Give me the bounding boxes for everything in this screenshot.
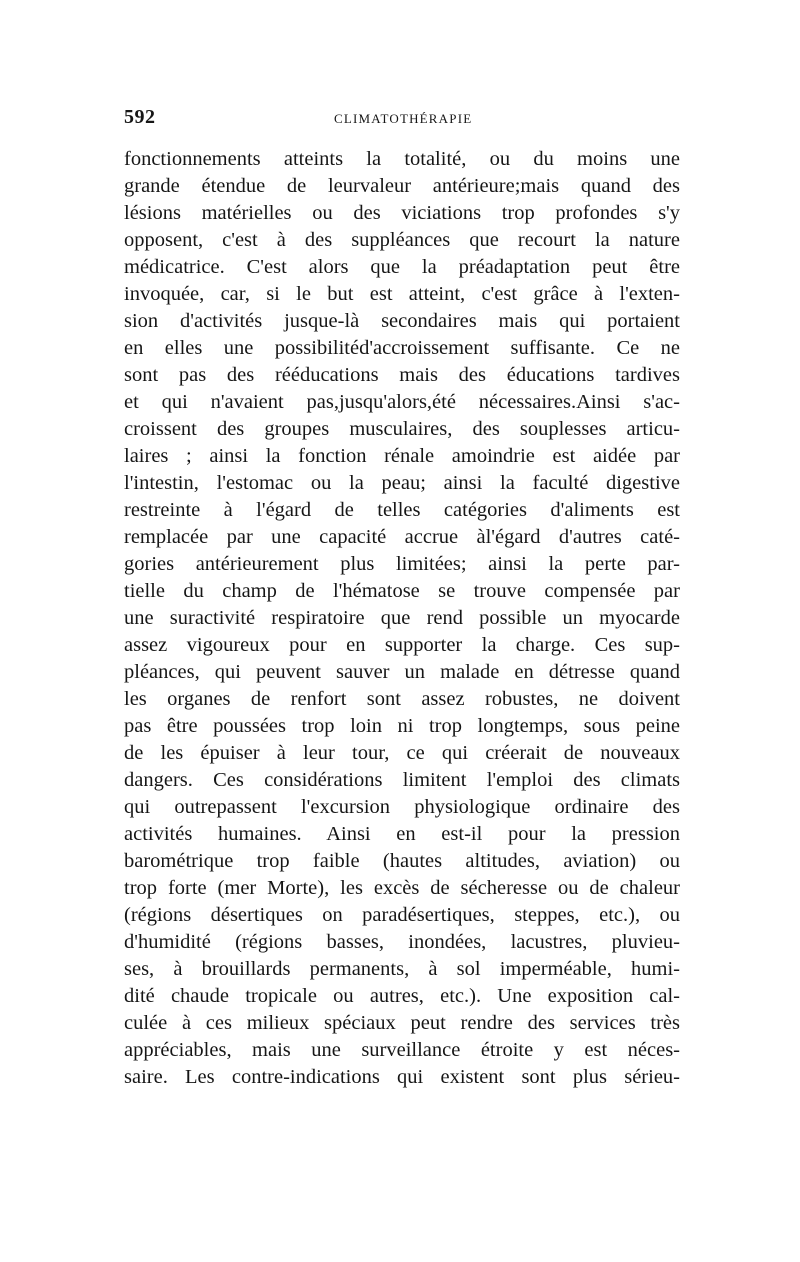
text-line: opposent, c'est à des suppléances que recourt la nature	[124, 229, 680, 251]
text-line: assez vigoureux pour en supporter la charge. Ces sup-	[124, 634, 680, 656]
text-line: l'intestin, l'estomac ou la peau; ainsi la faculté digestive	[124, 472, 680, 494]
text-line: de les épuiser à leur tour, ce qui créerait de nouveaux	[124, 742, 680, 764]
text-line: dité chaude tropicale ou autres, etc.). Une exposition cal-	[124, 985, 680, 1007]
running-head: CLIMATOTHÉRAPIE	[334, 111, 473, 126]
text-line: trop forte (mer Morte), les excès de sécheresse ou de chaleur	[124, 877, 680, 899]
text-line: croissent des groupes musculaires, des souplesses articu-	[124, 418, 680, 440]
text-line: fonctionnements atteints la totalité, ou du moins une	[124, 148, 680, 170]
text-line: d'humidité (régions basses, inondées, lacustres, pluvieu-	[124, 931, 680, 953]
text-line: ses, à brouillards permanents, à sol imperméable, humi-	[124, 958, 680, 980]
text-line: sont pas des rééducations mais des éducations tardives	[124, 364, 680, 386]
text-line: appréciables, mais une surveillance étroite y est néces-	[124, 1039, 680, 1061]
text-line: invoquée, car, si le but est atteint, c'est grâce à l'exten-	[124, 283, 680, 305]
text-line: laires ; ainsi la fonction rénale amoindrie est aidée par	[124, 445, 680, 467]
text-line: barométrique trop faible (hautes altitudes, aviation) ou	[124, 850, 680, 872]
text-line: activités humaines. Ainsi en est-il pour la pression	[124, 823, 680, 845]
text-line: gories antérieurement plus limitées; ainsi la perte par-	[124, 553, 680, 575]
text-line: restreinte à l'égard de telles catégories d'aliments est	[124, 499, 680, 521]
text-line: sion d'activités jusque-là secondaires mais qui portaient	[124, 310, 680, 332]
page-header	[124, 106, 688, 132]
text-line: (régions désertiques on paradésertiques, steppes, etc.), ou	[124, 904, 680, 926]
text-line: remplacée par une capacité accrue àl'égard d'autres caté-	[124, 526, 680, 548]
body-text	[124, 146, 680, 1091]
text-line: et qui n'avaient pas,jusqu'alors,été nécessaires.Ainsi s'ac-	[124, 391, 680, 413]
text-line: lésions matérielles ou des viciations trop profondes s'y	[124, 202, 680, 224]
text-line: culée à ces milieux spéciaux peut rendre des services très	[124, 1012, 680, 1034]
text-line: grande étendue de leurvaleur antérieure;mais quand des	[124, 175, 680, 197]
text-line: médicatrice. C'est alors que la préadaptation peut être	[124, 256, 680, 278]
text-line: qui outrepassent l'excursion physiologique ordinaire des	[124, 796, 680, 818]
text-line: dangers. Ces considérations limitent l'emploi des climats	[124, 769, 680, 791]
text-line: pas être poussées trop loin ni trop longtemps, sous peine	[124, 715, 680, 737]
text-line: les organes de renfort sont assez robustes, ne doivent	[124, 688, 680, 710]
text-line: tielle du champ de l'hématose se trouve compensée par	[124, 580, 680, 602]
text-line: une suractivité respiratoire que rend possible un myocarde	[124, 607, 680, 629]
text-line: pléances, qui peuvent sauver un malade en détresse quand	[124, 661, 680, 683]
text-line: saire. Les contre-indications qui existent sont plus sérieu-	[124, 1066, 680, 1088]
page-number: 592	[124, 106, 156, 128]
text-line: en elles une possibilitéd'accroissement suffisante. Ce ne	[124, 337, 680, 359]
